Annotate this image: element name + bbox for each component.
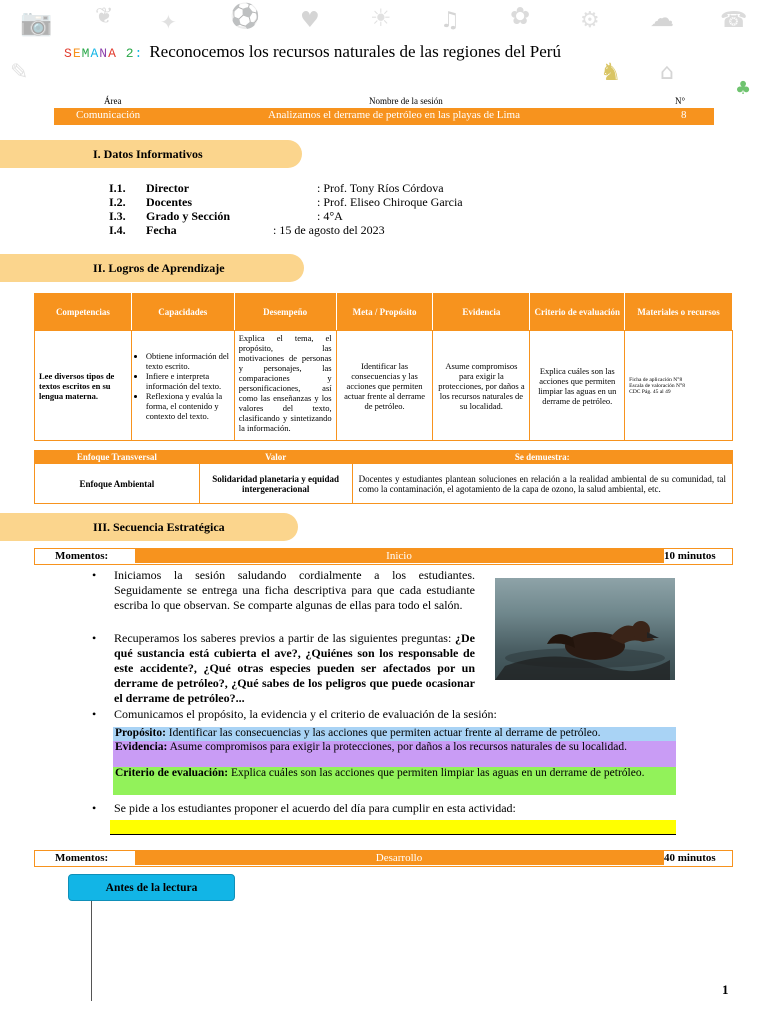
bullet-icon: • bbox=[92, 631, 97, 645]
material-item: CDC Pág. 45 al 49 bbox=[629, 388, 671, 395]
criterio-box bbox=[113, 767, 676, 795]
gear-icon: ⚙ bbox=[580, 8, 600, 33]
area-label: Área bbox=[104, 96, 122, 106]
criterio-cell: Explica cuáles son las acciones que permiten limpiar las aguas en un derrame de petróleo. bbox=[530, 331, 625, 441]
timeline-line bbox=[91, 901, 92, 1001]
semana-label: SEMANA 2: bbox=[64, 46, 144, 61]
bullet-icon: • bbox=[92, 801, 97, 815]
section-heading-datos: I. Datos Informativos bbox=[0, 140, 302, 168]
bullet-icon: • bbox=[92, 707, 97, 721]
th-demuestra: Se demuestra: bbox=[352, 451, 732, 464]
capacidades-cell bbox=[131, 331, 234, 441]
criterio-label: Criterio de evaluación: bbox=[115, 767, 229, 779]
paragraph-inicio: Iniciamos la sesión saludando cordialmente a los estudiantes. Seguidamente se entrega una ficha descriptiva para que cada estudiante escriba lo que observan. Se comparte algunas de ellas para todo el salón. bbox=[114, 568, 475, 612]
capacidad-item: • Reflexiona y evalúa la forma, el contenido y contexto del texto. bbox=[146, 391, 230, 421]
radio-icon: ☎ bbox=[720, 8, 748, 33]
book-icon: ✎ bbox=[10, 60, 29, 85]
demuestra-cell: Docentes y estudiantes plantean soluciones en relación a la realidad ambiental de su comunidad, tal como la contaminación, el agotamiento de la capa de ozono, la salud ambiental, etc. bbox=[352, 464, 732, 504]
evidencia-cell: Asume compromisos para exigir la protecciones, por daños a los recursos naturales de su localidad. bbox=[433, 331, 530, 441]
th-desempeno: Desempeño bbox=[234, 294, 336, 331]
competencia-cell: Lee diversos tipos de textos escritos en su lengua materna. bbox=[35, 331, 132, 441]
material-item: Ficha de aplicación N°8 bbox=[629, 376, 683, 383]
saberes-questions: ¿De qué sustancia está cubierta el ave?, ¿Quiénes son los responsable de este accidente?, ¿Qué otras especies pueden ser afectados por un derrame de petróleo?, ¿Qué sabes de los peligros que puede ocasionar el derrame de petróleo?... bbox=[114, 631, 476, 705]
info-row-docentes: I.2. Docentes : Prof. Eliseo Chiroque Garcia bbox=[109, 195, 463, 209]
star-icon: ✦ bbox=[160, 10, 177, 34]
paragraph-acuerdo: Se pide a los estudiantes proponer el acuerdo del día para cumplir en esta actividad: bbox=[114, 801, 516, 815]
material-item: Escala de valoración N°8 bbox=[629, 382, 685, 389]
th-materiales: Materiales o recursos bbox=[625, 294, 733, 331]
session-bar bbox=[54, 108, 714, 125]
proposito-label: Propósito: bbox=[115, 727, 166, 739]
capacidad-item: • Infiere e interpreta información del texto. bbox=[146, 371, 230, 391]
meta-cell: Identificar las consecuencias y las acciones que permiten actuar frente al derrame de petróleo. bbox=[336, 331, 433, 441]
th-criterio: Criterio de evaluación bbox=[530, 294, 625, 331]
bullet-icon: • bbox=[92, 568, 97, 582]
sun-icon: ☀ bbox=[370, 4, 392, 32]
moment-time: 10 minutos bbox=[663, 549, 731, 563]
th-enfoque: Enfoque Transversal bbox=[35, 451, 200, 464]
info-row-director: I.1. Director : Prof. Tony Ríos Córdova bbox=[109, 181, 444, 195]
plant-icon: ♣ bbox=[735, 78, 752, 99]
th-evidencia: Evidencia bbox=[433, 294, 530, 331]
page-number: 1 bbox=[722, 982, 729, 997]
session-name-value: Analizamos el derrame de petróleo en las playas de Lima bbox=[268, 109, 520, 121]
leaf-icon: ❦ bbox=[95, 4, 114, 29]
info-row-fecha: I.4. Fecha : 15 de agosto del 2023 bbox=[109, 223, 385, 237]
info-row-grado: I.3. Grado y Sección : 4°A bbox=[109, 209, 343, 223]
proposito-text: Identificar las consecuencias y las acciones que permiten actuar frente al derrame de petróleo. bbox=[165, 727, 601, 739]
cloud-icon: ☁ bbox=[650, 4, 674, 32]
moment-bar-desarrollo bbox=[34, 850, 733, 867]
materiales-cell bbox=[625, 331, 733, 441]
evidencia-text: Asume compromisos para exigir la protecciones, por daños a los recursos naturales de su localidad. bbox=[167, 741, 627, 753]
th-competencias: Competencias bbox=[35, 294, 132, 331]
competencias-table bbox=[34, 293, 733, 441]
proposito-box bbox=[113, 727, 676, 741]
bird-illustration bbox=[495, 578, 675, 680]
music-icon: ♫ bbox=[440, 8, 460, 33]
session-num-label: N° bbox=[675, 96, 686, 106]
moment-name: Desarrollo bbox=[135, 851, 663, 865]
paragraph-saberes bbox=[114, 631, 475, 706]
moment-time: 40 minutos bbox=[663, 851, 731, 865]
table-row bbox=[35, 331, 733, 441]
flower-icon: ✿ bbox=[510, 2, 531, 30]
section-heading-logros: II. Logros de Aprendizaje bbox=[0, 254, 304, 282]
header-banner bbox=[0, 0, 768, 100]
llama-icon: ♞ bbox=[600, 58, 622, 86]
enfoque-cell: Enfoque Ambiental bbox=[35, 464, 200, 504]
page-title bbox=[64, 42, 561, 62]
saberes-intro: Recuperamos los saberes previos a partir de las siguientes preguntas: bbox=[114, 631, 452, 645]
ball-icon: ⚽ bbox=[230, 2, 260, 30]
camera-icon: 📷 bbox=[20, 8, 53, 38]
moment-label: Momentos: bbox=[55, 550, 109, 562]
session-name-label: Nombre de la sesión bbox=[369, 96, 443, 106]
acuerdo-input-line bbox=[110, 820, 676, 835]
evidencia-label: Evidencia: bbox=[115, 741, 168, 753]
heart-icon: ♥ bbox=[300, 8, 320, 33]
moment-label: Momentos: bbox=[55, 852, 109, 864]
table-header-row bbox=[35, 294, 733, 331]
section-heading-secuencia: III. Secuencia Estratégica bbox=[0, 513, 298, 541]
enfoque-table bbox=[34, 450, 733, 504]
criterio-text: Explica cuáles son las acciones que permiten limpiar las aguas en un derrame de petróleo. bbox=[228, 767, 645, 779]
th-meta: Meta / Propósito bbox=[336, 294, 433, 331]
table-row bbox=[35, 464, 733, 504]
evidencia-box bbox=[113, 741, 676, 767]
area-value: Comunicación bbox=[76, 109, 141, 121]
desempeno-cell: Explica el tema, el propósito, las motivaciones de personas y personajes, las comparaciones y personificaciones, así como las enseñanzas y los valores del texto, clasificando y sintetizando la información. bbox=[234, 331, 336, 441]
th-valor: Valor bbox=[199, 451, 352, 464]
house-icon: ⌂ bbox=[660, 60, 674, 85]
capacidad-item: • Obtiene información del texto escrito. bbox=[146, 351, 230, 371]
session-num-value: 8 bbox=[681, 109, 687, 121]
oiled-bird-photo bbox=[495, 578, 675, 680]
valor-cell: Solidaridad planetaria y equidad intergeneracional bbox=[199, 464, 352, 504]
title-text: Reconocemos los recursos naturales de las regiones del Perú bbox=[149, 42, 561, 61]
antes-lectura-box: Antes de la lectura bbox=[68, 874, 235, 901]
paragraph-comunicamos: Comunicamos el propósito, la evidencia y el criterio de evaluación de la sesión: bbox=[114, 707, 497, 721]
moment-bar-inicio bbox=[34, 548, 733, 565]
th-capacidades: Capacidades bbox=[131, 294, 234, 331]
table-header-row bbox=[35, 451, 733, 464]
moment-name: Inicio bbox=[135, 549, 663, 563]
